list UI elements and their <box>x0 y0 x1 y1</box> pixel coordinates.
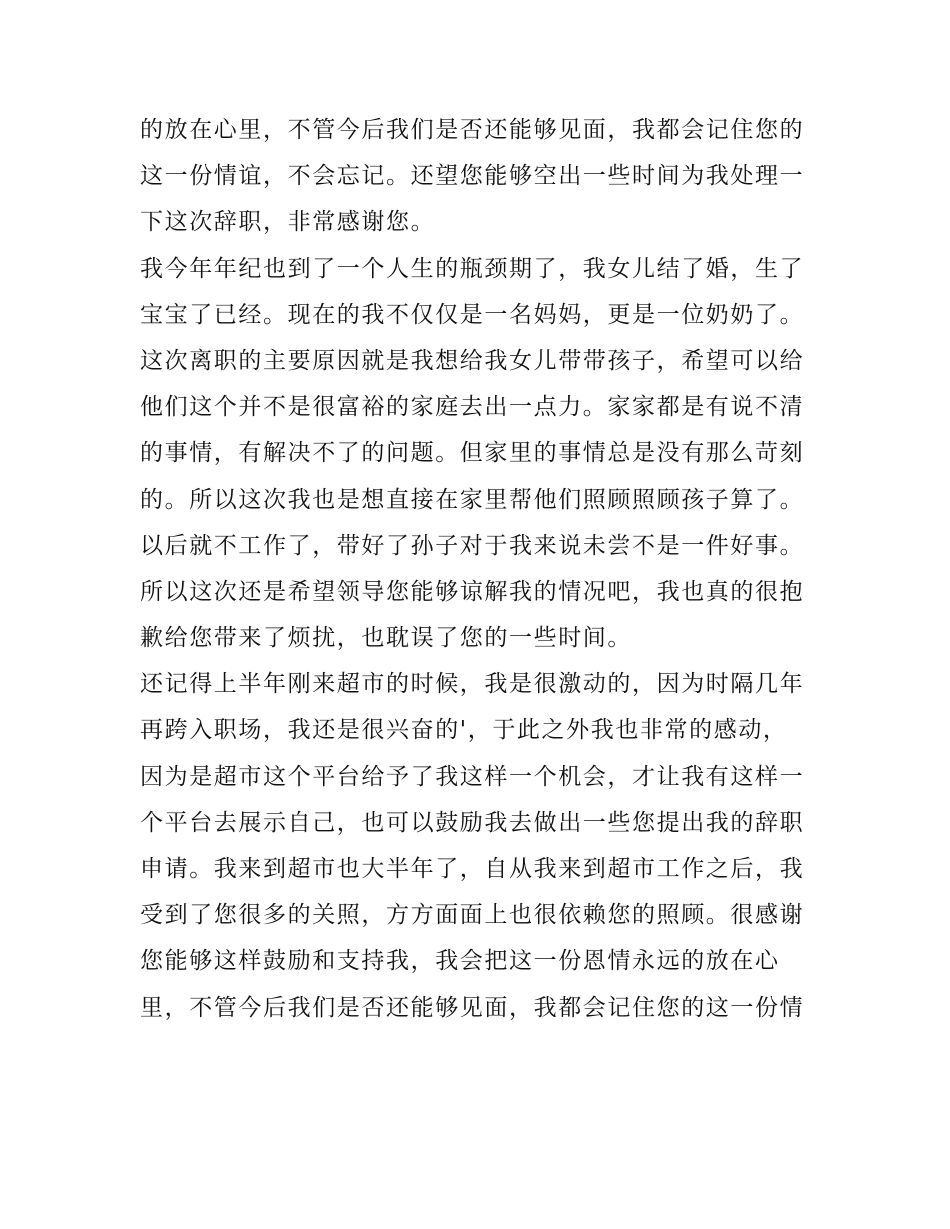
text-line: 宝宝了已经。现在的我不仅仅是一名妈妈，更是一位奶奶了。 <box>140 301 805 328</box>
text-line: 的。所以这次我也是想直接在家里帮他们照顾照顾孩子算了。 <box>140 486 805 513</box>
text-line: 下这次辞职，非常感谢您。 <box>140 209 436 236</box>
text-line: 他们这个并不是很富裕的家庭去出一点力。家家都是有说不清 <box>140 394 805 421</box>
text-line: 您能够这样鼓励和支持我，我会把这一份恩情永远的放在心 <box>140 948 780 975</box>
text-line: 所以这次还是希望领导您能够谅解我的情况吧，我也真的很抱 <box>140 578 805 605</box>
text-line: 我今年年纪也到了一个人生的瓶颈期了，我女儿结了婚，生了 <box>140 255 805 282</box>
text-line: 还记得上半年刚来超市的时候，我是很激动的，因为时隔几年 <box>140 671 805 698</box>
text-line: 歉给您带来了烦扰，也耽误了您的一些时间。 <box>140 625 632 652</box>
text-line: 申请。我来到超市也大半年了，自从我来到超市工作之后，我 <box>140 856 805 882</box>
text-line: 这一份情谊，不会忘记。还望您能够空出一些时间为我处理一 <box>140 163 805 190</box>
text-line: 这次离职的主要原因就是我想给我女儿带带孩子，希望可以给 <box>140 347 805 374</box>
text-line: 再跨入职场，我还是很兴奋的'，于此之外我也非常的感动， <box>140 717 788 744</box>
text-line: 里，不管今后我们是否还能够见面，我都会记住您的这一份情 <box>140 994 805 1021</box>
text-line: 受到了您很多的关照，方方面面上也很依赖您的照顾。很感谢 <box>140 902 805 929</box>
text-line: 个平台去展示自己，也可以鼓励我去做出一些您提出我的辞职 <box>140 809 805 836</box>
document-body <box>140 107 820 1031</box>
text-line: 的放在心里，不管今后我们是否还能够见面，我都会记住您的 <box>140 117 805 143</box>
text-line: 因为是超市这个平台给予了我这样一个机会，才让我有这样一 <box>140 763 805 790</box>
text-line: 的事情，有解决不了的问题。但家里的事情总是没有那么苛刻 <box>140 440 805 467</box>
text-line: 以后就不工作了，带好了孙子对于我来说未尝不是一件好事。 <box>140 532 805 559</box>
